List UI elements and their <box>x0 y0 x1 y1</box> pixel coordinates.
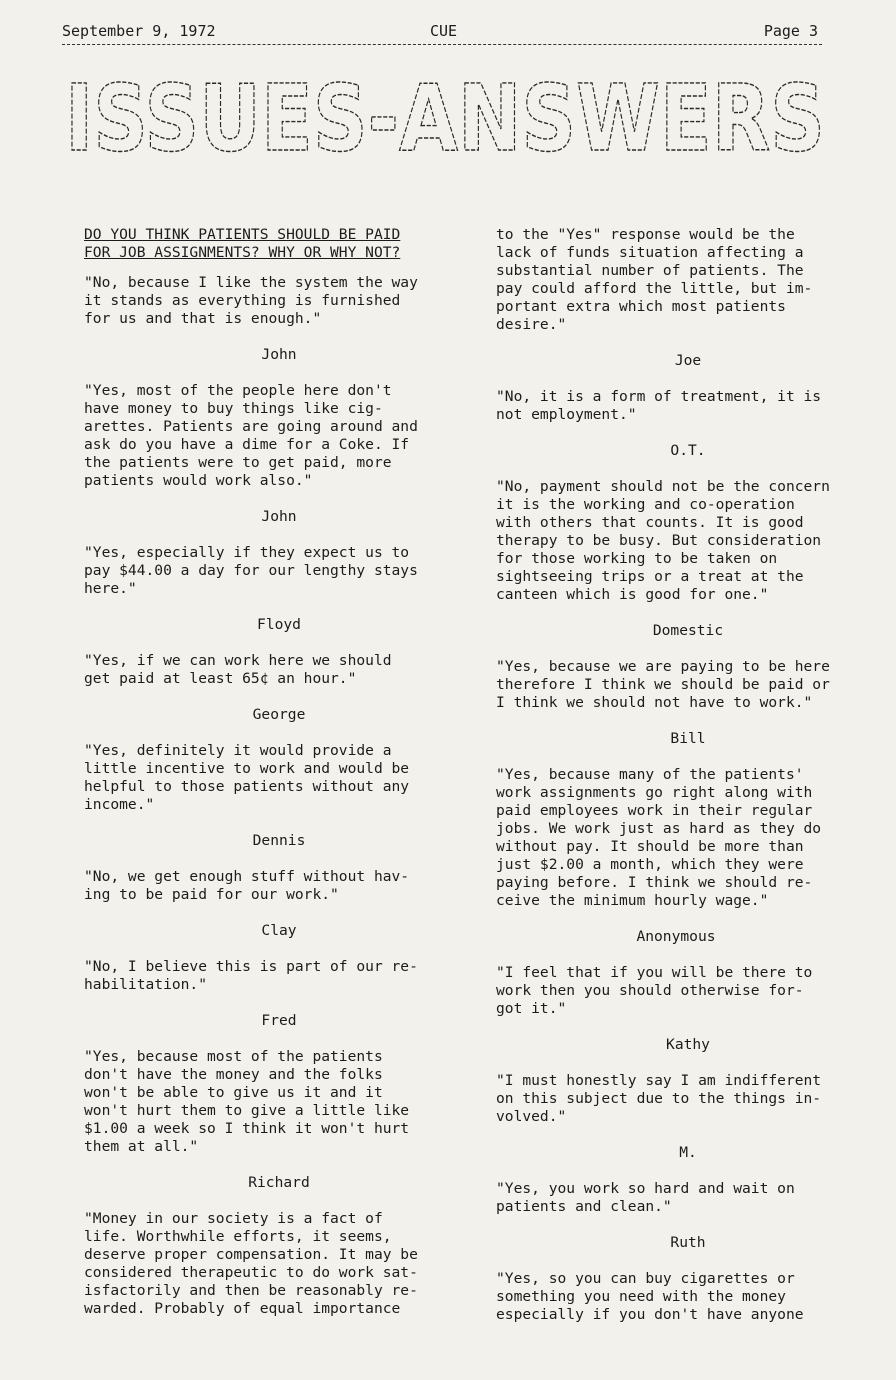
page-header <box>62 20 822 45</box>
respondent-name: Joe <box>674 352 702 369</box>
respondent-name: George <box>252 706 306 723</box>
response-text: "Yes, definitely it would provide a little incentive to work and would be helpful to those patients without any income." <box>84 742 410 813</box>
respondent-name: Domestic <box>652 622 724 639</box>
respondent-name: Ruth <box>670 1234 706 1251</box>
response-text: "No, it is a form of treatment, it is not employment." <box>496 388 822 423</box>
response-text: "No, we get enough stuff without hav- ing to be paid for our work." <box>84 868 410 903</box>
banner-title-graphic <box>62 65 828 172</box>
response-text: "Yes, because many of the patients' work assignments go right along with paid employees work in their regular jobs. We work just as hard as they do without pay. It should be more than just $2.00 a month, which they were paying before. I think we should re- ceive the minimum hourly wage." <box>496 766 822 909</box>
right-column <box>496 226 856 1324</box>
respondent-name: Richard <box>248 1174 310 1191</box>
page-number: Page 3 <box>763 22 818 40</box>
respondent-name: Kathy <box>666 1036 710 1053</box>
response-text: "I must honestly say I am indifferent on this subject due to the things in- volved." <box>496 1072 822 1125</box>
section-banner <box>62 65 828 172</box>
publication-name: CUE <box>430 22 458 40</box>
response-text: "Yes, most of the people here don't have money to buy things like cig- arettes. Patients are going around and ask do you have a dime for a Coke. If the patients were to get paid, more patients would work also." <box>84 382 418 489</box>
respondent-name: O.T. <box>670 442 706 459</box>
issue-date: September 9, 1972 <box>62 22 216 40</box>
response-text: "I feel that if you will be there to work then you should otherwise for- got it." <box>496 964 813 1017</box>
respondent-name: Fred <box>261 1012 297 1029</box>
respondent-name: Anonymous <box>636 928 716 945</box>
respondent-name: Dennis <box>252 832 306 849</box>
response-text: "Yes, especially if they expect us to pay $44.00 a day for our lengthy stays here." <box>84 544 418 597</box>
response-text: "Yes, you work so hard and wait on patients and clean." <box>496 1180 795 1215</box>
respondent-name: Clay <box>261 922 297 939</box>
respondent-name: Bill <box>670 730 706 747</box>
respondent-name: Floyd <box>257 616 301 633</box>
response-text: "Yes, because most of the patients don't have the money and the folks won't be able to give us it and it won't hurt them to give a little like $1.00 a week so I think it won't hurt them at all." <box>84 1048 410 1155</box>
response-text: "Money in our society is a fact of life. Worthwhile efforts, it seems, deserve proper compensation. It may be considered therapeutic to do work sat- isfactorily and then be reasonably re- warded. Probably of equal importance <box>84 1210 418 1317</box>
response-text: "No, because I like the system the way it stands as everything is furnished for us and that is enough." <box>84 274 418 327</box>
response-text: "Yes, so you can buy cigarettes or something you need with the money especially if you don't have anyone <box>496 1270 804 1323</box>
survey-question: DO YOU THINK PATIENTS SHOULD BE PAID FOR JOB ASSIGNMENTS? WHY OR WHY NOT? <box>84 226 401 261</box>
respondent-name: John <box>261 508 297 525</box>
banner-title: ISSUES-ANSWERS <box>65 65 825 172</box>
left-column <box>84 226 450 1318</box>
respondent-name: M. <box>679 1144 697 1161</box>
response-text: "No, I believe this is part of our re- habilitation." <box>84 958 418 993</box>
response-text: "Yes, because we are paying to be here therefore I think we should be paid or I think we should not have to work." <box>496 658 830 711</box>
response-continuation: to the "Yes" response would be the lack of funds situation affecting a substantial number of patients. The pay could afford the little, but im- portant extra which most patients desire." <box>496 226 813 333</box>
respondent-name: John <box>261 346 297 363</box>
response-text: "Yes, if we can work here we should get paid at least 65¢ an hour." <box>84 652 392 687</box>
response-text: "No, payment should not be the concern it is the working and co-operation with others that counts. It is good therapy to be busy. But consideration for those working to be taken on sightseeing trips or a treat at the canteen which is good for one." <box>496 478 830 603</box>
